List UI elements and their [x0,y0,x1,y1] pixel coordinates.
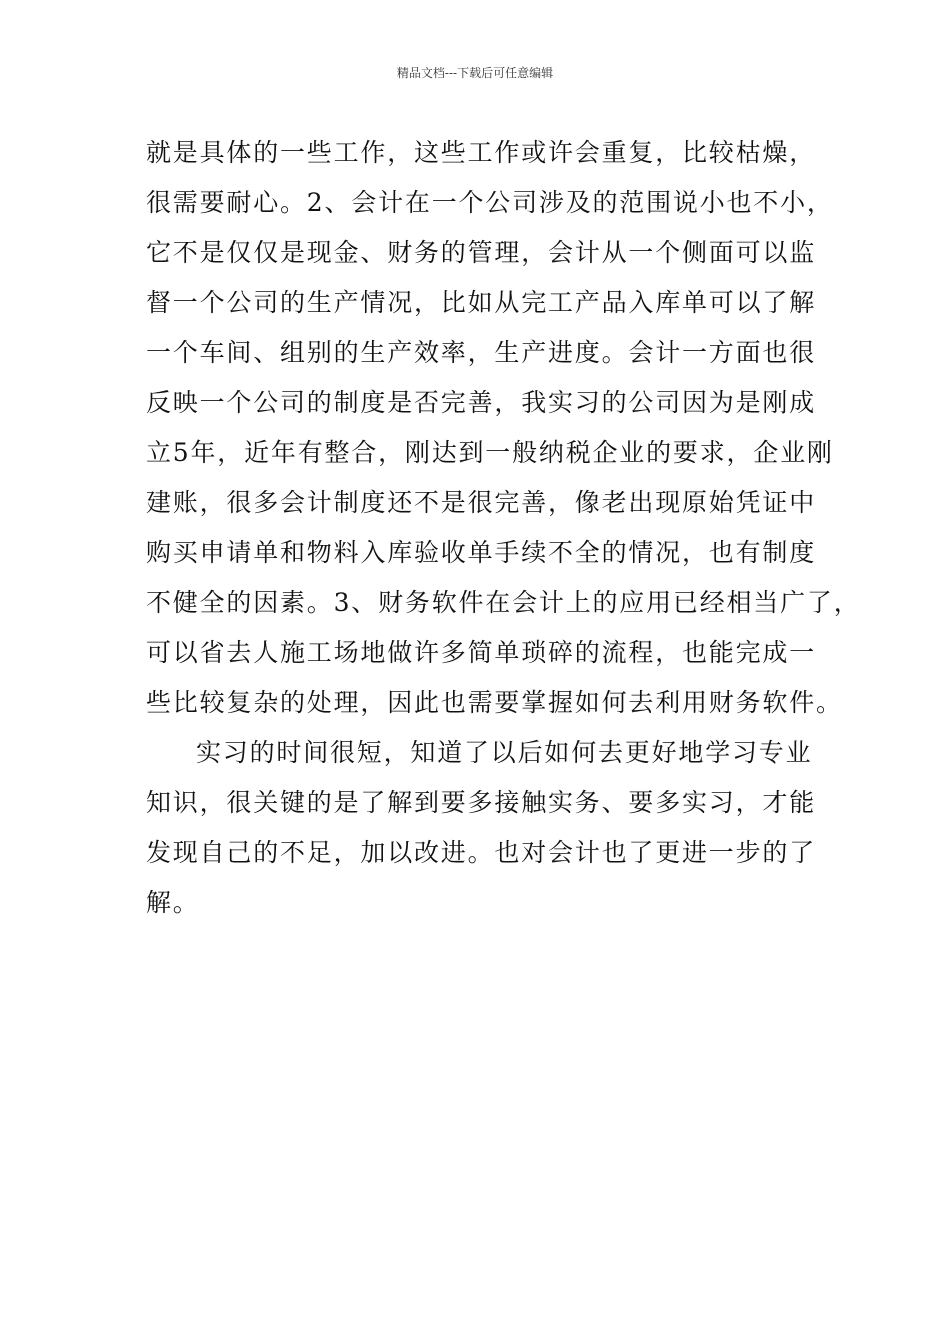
document-body [146,128,861,928]
text-line: 立5年，近年有整合，刚达到一般纳税企业的要求，企业刚 [146,438,834,467]
text-line: 解。 [146,888,200,917]
paragraph-1 [146,128,861,728]
text-line: 就是具体的一些工作，这些工作或许会重复，比较枯燥， [146,138,817,167]
text-line: 实习的时间很短，知道了以后如何去更好地学习专业 [196,738,813,767]
text-line: 不健全的因素。3、财务软件在会计上的应用已经相当广了， [146,588,861,617]
text-line: 些比较复杂的处理，因此也需要掌握如何去利用财务软件。 [146,688,843,717]
text-line: 发现自己的不足，加以改进。也对会计也了更进一步的了 [146,838,817,867]
text-line: 反映一个公司的制度是否完善，我实习的公司因为是刚成 [146,388,817,417]
text-line: 建账，很多会计制度还不是很完善，像老出现原始凭证中 [146,488,817,517]
text-line: 它不是仅仅是现金、财务的管理，会计从一个侧面可以监 [146,238,817,267]
paragraph-2 [146,728,817,928]
text-line: 很需要耐心。2、会计在一个公司涉及的范围说小也不小， [146,188,834,217]
text-line: 督一个公司的生产情况，比如从完工产品入库单可以了解 [146,288,817,317]
text-line: 知识，很关键的是了解到要多接触实务、要多实习，才能 [146,788,817,817]
text-line: 可以省去人施工场地做许多简单琐碎的流程，也能完成一 [146,638,817,667]
page-header: 精品文档---下载后可任意编辑 [396,66,554,80]
text-line: 购买申请单和物料入库验收单手续不全的情况，也有制度 [146,538,817,567]
text-line: 一个车间、组别的生产效率，生产进度。会计一方面也很 [146,338,817,367]
